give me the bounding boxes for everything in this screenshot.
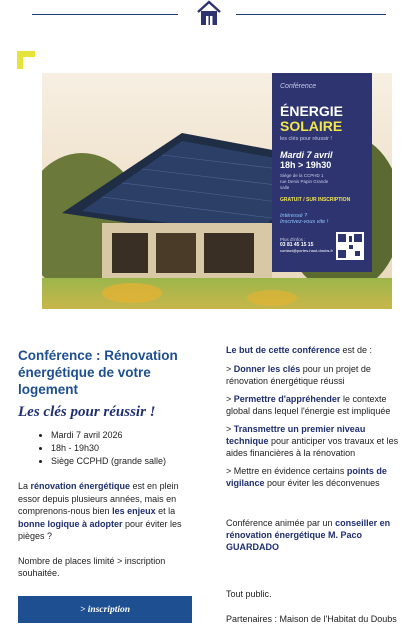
poster-info-label: Plus d'infos : [280,237,306,242]
poster-phone: 03 81 45 15 15 [280,242,314,248]
poster-time: 18h > 19h30 [280,160,332,170]
poster-title-line1: ÉNERGIE [280,103,344,119]
conference-tagline: Les clés pour réussir ! [18,404,156,420]
house-icon [196,0,222,26]
poster-date: Mardi 7 avril [280,150,333,160]
intro-paragraph: La rénovation énergétique est en plein essor depuis plusieurs années, mais en comprenons-nous bien les enjeux et la bonne logique à adopter pour éviter les pièges ? [18,481,182,541]
seats-notice: Nombre de places limité > inscription souhaitée. [18,555,166,578]
event-poster [272,73,372,272]
poster-title-line2: SOLAIRE [280,118,343,134]
header-divider-right [236,14,386,15]
poster-place: Siège de la CCPHD 1 rue Denis Papin Grande salle [280,173,329,190]
inscription-button[interactable]: > inscription [18,596,192,623]
poster-email: contact@portes-haut-doubs.fr [280,248,333,253]
goal-item-3: > Transmettre un premier niveau technique pour anticiper vos travaux et les aides financières à la rénovation [226,424,399,458]
partners-note: Partenaires : Maison de l'Habitat du Doubs [226,614,397,624]
header-divider-left [32,14,178,15]
goal-item-2: > Permettre d'appréhender le contexte global dans lequel l'énergie est impliquée [226,394,391,416]
event-location: • Siège CCPHD (grande salle) [51,455,194,468]
event-time: • 18h - 19h30 [51,442,194,455]
corner-bracket-icon [17,51,37,71]
goals-heading: Le but de cette conférence est de : [226,345,373,355]
speaker-info: Conférence animée par un conseiller en rénovation énergétique M. Paco GUARDADO [226,518,391,552]
poster-kicker: Conférence [280,83,317,90]
conference-goals-column [226,345,404,625]
audience-note: Tout public. [226,589,272,599]
poster-free-label: GRATUIT / SUR INSCRIPTION [280,197,351,203]
event-details-list [18,429,194,468]
goal-item-1: > Donner les clés pour un projet de rénovation énergétique réussi [226,364,371,386]
poster-subtitle: les clés pour réussir ! [280,136,332,142]
poster-invite: Intéressé ? Inscrivez-vous vite ! [280,213,329,225]
event-summary-column [18,347,194,623]
goal-item-4: > Mettre en évidence certains points de vigilance pour éviter les déconvenues [226,466,387,488]
qr-code-icon [336,232,364,260]
event-date: • Mardi 7 avril 2026 [51,429,194,442]
conference-title: Conférence : Rénovation énergétique de votre logement [18,348,178,397]
